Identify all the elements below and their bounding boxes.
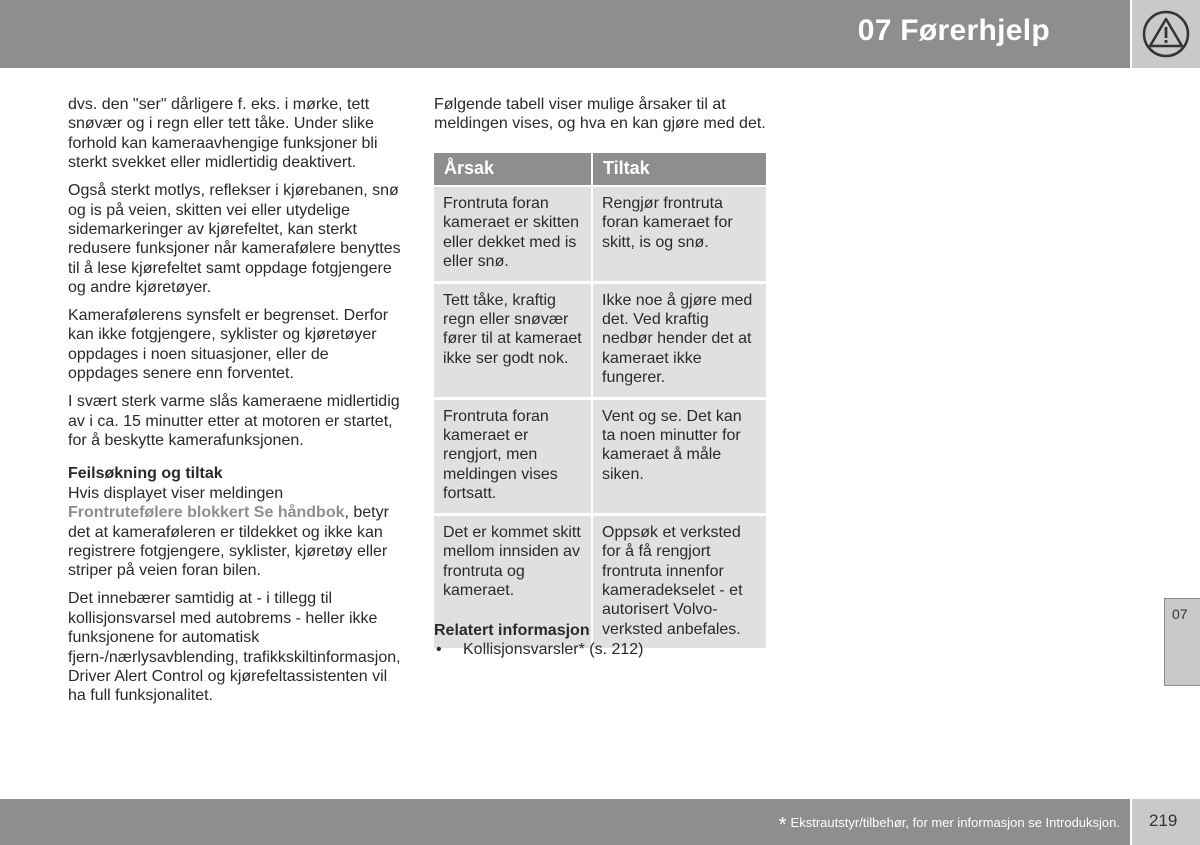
paragraph: Kamerafølerens synsfelt er begrenset. Derfor kan ikke fotgjengere, syklister og kjøretøyer oppdages i noen situasjoner, eller de oppdages senere enn forventet. xyxy=(68,307,389,383)
cause-cell: Det er kommet skitt mellom innsiden av frontruta og kameraet. xyxy=(434,514,592,649)
related-info xyxy=(434,621,766,660)
troubleshoot-intro: Hvis displayet viser meldingen xyxy=(68,484,284,502)
troubleshoot-rest: , betyr det at kameraføleren er tildekket og ikke kan registrere fotgjengere, syklister, kjøretøy eller striper på veien foran bilen. xyxy=(68,504,389,580)
cause-cell: Tett tåke, kraftig regn eller snøvær fører til at kameraet ikke ser godt nok. xyxy=(434,282,592,398)
asterisk-icon: * xyxy=(778,814,787,836)
page-footer xyxy=(0,799,1130,845)
side-tab-label: 07 xyxy=(1172,606,1188,622)
display-message: Frontrutefølere blokkert Se håndbok xyxy=(68,504,345,522)
table-row xyxy=(434,282,766,398)
related-list xyxy=(434,640,766,659)
header-cause: Årsak xyxy=(434,153,592,186)
cause-cell: Frontruta foran kameraet er rengjort, men meldingen vises fortsatt. xyxy=(434,398,592,514)
paragraph: dvs. den "ser" dårligere f. eks. i mørke, tett snøvær og i regn eller tett tåke. Under slike forhold kan kameraavhengige funksjoner bli sterkt svekket eller midlertidig deaktivert. xyxy=(68,96,378,172)
related-link[interactable] xyxy=(434,640,766,659)
chapter-side-tab[interactable] xyxy=(1164,598,1200,686)
chapter-title: 07 Førerhjelp xyxy=(857,14,1050,47)
cause-cell: Frontruta foran kameraet er skitten eller dekket med is eller snø. xyxy=(434,186,592,282)
left-column xyxy=(68,95,402,714)
table-row xyxy=(434,186,766,282)
table-intro: Følgende tabell viser mulige årsaker til at meldingen vises, og hva en kan gjøre med det. xyxy=(434,96,766,133)
warning-icon-box xyxy=(1132,0,1200,68)
action-cell: Vent og se. Det kan ta noen minutter for kameraet å måle siken. xyxy=(592,398,766,514)
right-column xyxy=(434,95,766,659)
troubleshoot-heading: Feilsøkning og tiltak xyxy=(68,465,223,483)
related-link-label: Kollisjonsvarsler* (s. 212) xyxy=(463,641,644,659)
causes-table xyxy=(434,153,766,651)
page-number-box xyxy=(1132,799,1200,845)
header-action: Tiltak xyxy=(592,153,766,186)
bullet-icon: • xyxy=(436,641,442,659)
page-header xyxy=(0,0,1130,68)
action-cell: Oppsøk et verksted for å få rengjort frontruta innenfor kameradekselet - et autorisert Volvo-verksted anbefales. xyxy=(592,514,766,649)
paragraph: Også sterkt motlys, reflekser i kjørebanen, snø og is på veien, skitten vei eller utydelige sidemarkeringer av kjørefeltet, kan sterkt redusere funksjoner når kamerafølere benyttes til å lese kjørefeltet samt oppdage fotgjengere og andre kjøretøyer. xyxy=(68,182,401,297)
footnote xyxy=(779,814,1120,837)
footnote-text: Ekstrautstyr/tilbehør, for mer informasjon se Introduksjon. xyxy=(790,815,1120,830)
table-row xyxy=(434,398,766,514)
paragraph: Det innebærer samtidig at - i tillegg til kollisjonsvarsel med autobrems - heller ikke funksjonene for automatisk fjern-/nærlysavblending, trafikkskiltinformasjon, Driver Alert Control og kjørefeltassistenten vil ha full funksjonalitet. xyxy=(68,590,401,705)
troubleshoot-paragraph xyxy=(68,484,402,581)
table-header-row xyxy=(434,153,766,186)
related-heading: Relatert informasjon xyxy=(434,622,590,639)
warning-triangle-icon xyxy=(1142,10,1190,58)
action-cell: Ikke noe å gjøre med det. Ved kraftig nedbør hender det at kameraet ikke fungerer. xyxy=(592,282,766,398)
page-number: 219 xyxy=(1149,811,1178,830)
action-cell: Rengjør frontruta foran kameraet for skitt, is og snø. xyxy=(592,186,766,282)
paragraph: I svært sterk varme slås kameraene midlertidig av i ca. 15 minutter etter at motoren er startet, for å beskytte kamerafunksjonen. xyxy=(68,393,400,449)
